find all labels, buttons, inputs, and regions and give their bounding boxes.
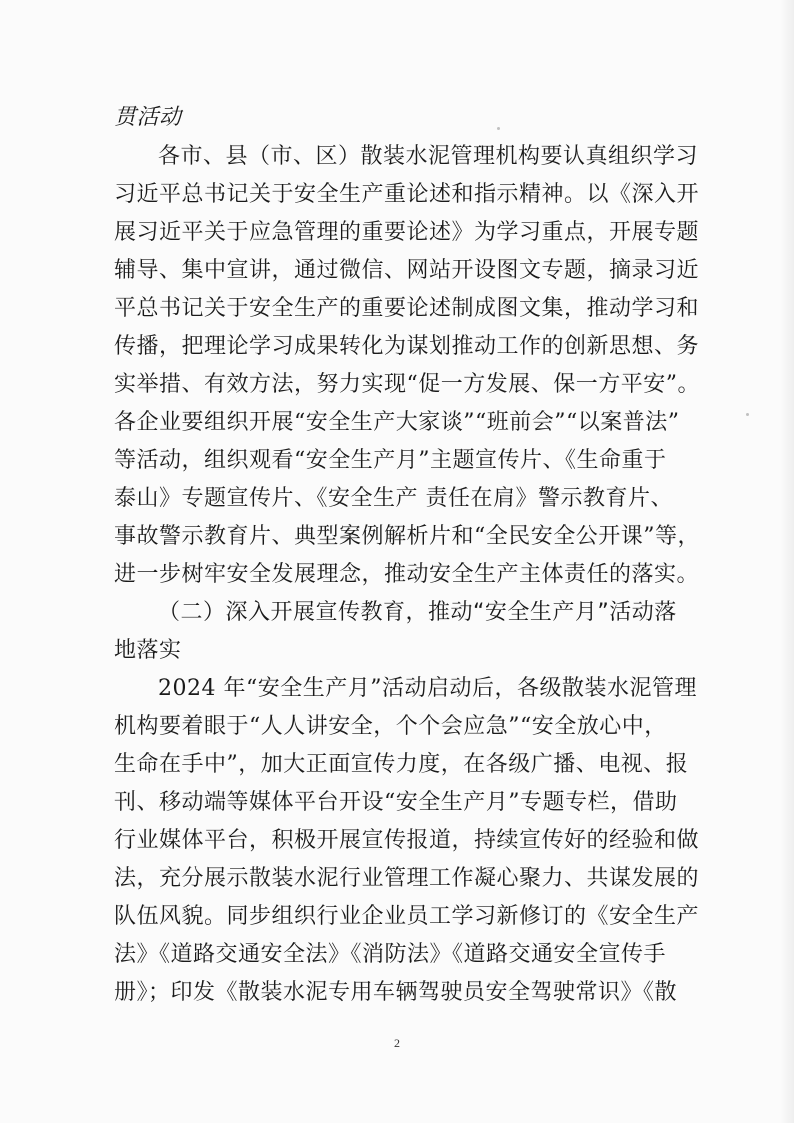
section-heading: （二）深入开展宣传教育，推动“安全生产月”活动落 bbox=[158, 600, 677, 625]
paragraph-line: 进一步树牢安全发展理念，推动安全生产主体责任的落实。 bbox=[114, 562, 700, 587]
section-heading-continuation: 地落实 bbox=[114, 638, 182, 663]
paragraph-continuation-line: 贯活动 bbox=[114, 105, 182, 130]
paragraph-line: 法》《道路交通安全法》《消防法》《道路交通安全宣传手 bbox=[114, 942, 667, 967]
scan-speck bbox=[497, 127, 500, 130]
paragraph-line: 各企业要组织开展“安全生产大家谈”“班前会”“以案普法” bbox=[114, 410, 680, 435]
paragraph-line: 辅导、集中宣讲，通过微信、网站开设图文专题，摘录习近 bbox=[114, 258, 700, 283]
page-number: 2 bbox=[394, 1036, 400, 1050]
paragraph-line: 展习近平关于应急管理的重要论述》为学习重点，开展专题 bbox=[114, 220, 700, 245]
paragraph-line: 行业媒体平台，积极开展宣传报道，持续宣传好的经验和做 bbox=[114, 828, 700, 853]
paragraph-line: 册》；印发《散装水泥专用车辆驾驶员安全驾驶常识》《散 bbox=[114, 980, 678, 1005]
scan-shadow bbox=[780, 0, 794, 1123]
paragraph-line: 机构要着眼于“人人讲安全，个个会应急”“安全放心中， bbox=[114, 714, 667, 739]
paragraph-line: 法，充分展示散装水泥行业管理工作凝心聚力、共谋发展的 bbox=[114, 866, 700, 891]
paragraph-line: 传播，把理论学习成果转化为谋划推动工作的创新思想、务 bbox=[114, 334, 700, 359]
paragraph-line: 生命在手中”，加大正面宣传力度，在各级广播、电视、报 bbox=[114, 752, 689, 777]
paragraph-line: 队伍风貌。同步组织行业企业员工学习新修订的《安全生产 bbox=[114, 904, 700, 929]
paragraph-line: 平总书记关于安全生产的重要论述制成图文集，推动学习和 bbox=[114, 296, 700, 321]
paragraph-line: 刊、移动端等媒体平台开设“安全生产月”专题专栏，借助 bbox=[114, 790, 678, 815]
paragraph-line: 泰山》专题宣传片、《安全生产 责任在肩》警示教育片、 bbox=[114, 486, 673, 511]
scan-speck bbox=[746, 413, 749, 416]
paragraph-line: 2024 年“安全生产月”活动启动后，各级散装水泥管理 bbox=[158, 676, 697, 701]
paragraph-line: 等活动，组织观看“安全生产月”主题宣传片、《生命重于 bbox=[114, 448, 667, 473]
paragraph-line: 事故警示教育片、典型案例解析片和“全民安全公开课”等， bbox=[114, 524, 700, 549]
paragraph-line: 习近平总书记关于安全生产重论述和指示精神。以《深入开 bbox=[114, 182, 700, 207]
paragraph-line: 各市、县（市、区）散装水泥管理机构要认真组织学习 bbox=[158, 144, 699, 169]
paragraph-line: 实举措、有效方法，努力实现“促一方发展、保一方平安”。 bbox=[114, 372, 700, 397]
